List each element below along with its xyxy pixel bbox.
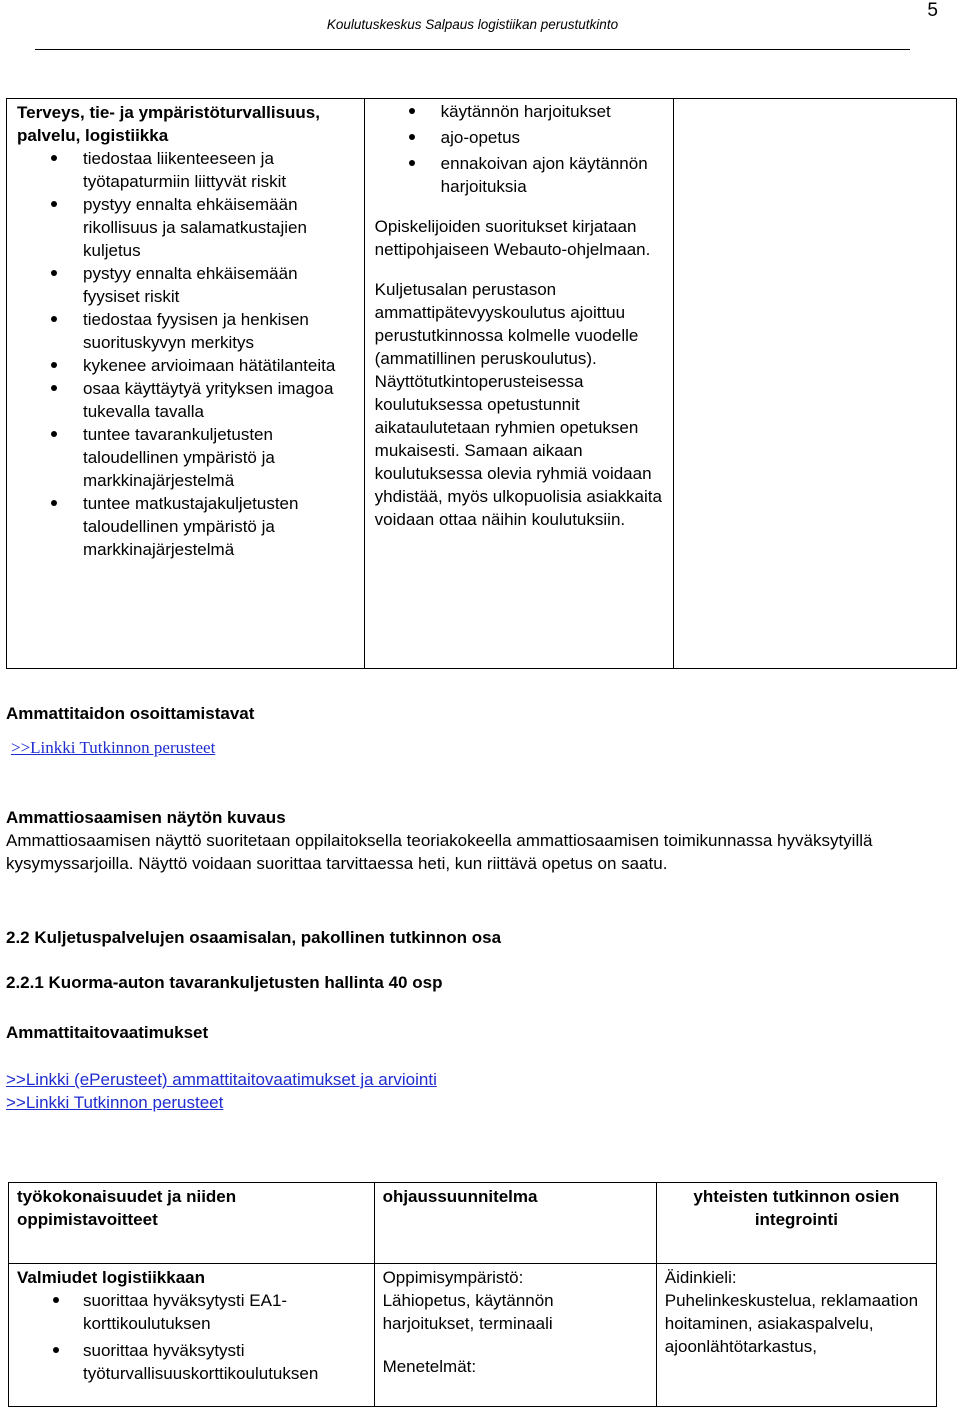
list-item: osaa käyttäytyä yrityksen imagoa tukevalla tavalla xyxy=(17,377,356,423)
column-header: yhteisten tutkinnon osien integrointi xyxy=(656,1183,936,1264)
label: Äidinkieli: xyxy=(664,1268,737,1287)
list-item: suorittaa hyväksytysti EA1-korttikoulutuksen xyxy=(17,1289,366,1335)
column-header: työkokonaisuudet ja niiden oppimistavoitteet xyxy=(9,1183,375,1264)
paragraph: Opiskelijoiden suoritukset kirjataan nettipohjaiseen Webauto-ohjelmaan. xyxy=(374,217,651,259)
text: Lähiopetus, käytännön harjoitukset, terminaali xyxy=(382,1291,554,1333)
list-item: käytännön harjoitukset xyxy=(375,100,666,123)
objectives-cell xyxy=(9,1264,375,1407)
text: Puhelinkeskustelua, reklamaation hoitaminen, asiakaspalvelu, ajoonlähtötarkastus, xyxy=(664,1291,919,1356)
list-item: tuntee tavarankuljetusten taloudellinen ympäristö ja markkinajärjestelmä xyxy=(17,423,356,492)
section-heading: Ammattitaitovaatimukset xyxy=(6,1023,209,1042)
column-header: ohjaussuunnitelma xyxy=(374,1183,656,1264)
label: Oppimisympäristö: xyxy=(382,1268,524,1287)
list-item: pystyy ennalta ehkäisemään fyysiset riskit xyxy=(17,262,356,308)
guidance-cell xyxy=(374,1264,656,1407)
list-item: ennakoivan ajon käytännön harjoituksia xyxy=(375,152,666,198)
learning-table xyxy=(6,98,957,669)
section-heading: 2.2.1 Kuorma-auton tavarankuljetusten hallinta 40 osp xyxy=(6,973,443,992)
list-item: kykenee arvioimaan hätätilanteita xyxy=(17,354,356,377)
list-item: pystyy ennalta ehkäisemään rikollisuus ja salamatkustajien kuljetus xyxy=(17,193,356,262)
objectives-list xyxy=(17,147,356,561)
link-eperusteet[interactable]: >>Linkki (ePerusteet) ammattitaitovaatimukset ja arviointi xyxy=(6,1070,437,1089)
list-item: ajo-opetus xyxy=(375,126,666,149)
objectives-list xyxy=(17,1289,366,1385)
list-item: tuntee matkustajakuljetusten taloudellinen ympäristö ja markkinajärjestelmä xyxy=(17,492,356,561)
integration-cell xyxy=(656,1264,936,1407)
methods-list xyxy=(375,100,666,198)
label: Menetelmät: xyxy=(382,1357,477,1376)
paragraph: Ammattiosaamisen näyttö suoritetaan oppilaitoksella teoriakokeella ammattiosaamisen toimikunnassa hyväksytyillä kysymyssarjoilla. Näyttö voidaan suorittaa tarvittaessa heti, kun riittävä opetus on saatu. xyxy=(6,831,873,873)
row-title: Valmiudet logistiikkaan xyxy=(17,1268,206,1287)
work-table xyxy=(8,1182,937,1407)
link-tutkinnon-perusteet[interactable]: >>Linkki Tutkinnon perusteet xyxy=(6,1093,224,1112)
list-item: tiedostaa liikenteeseen ja työtapaturmiin liittyvät riskit xyxy=(17,147,356,193)
page-header: Koulutuskeskus Salpaus logistiikan perustutkinto xyxy=(326,17,619,32)
list-item: tiedostaa fyysisen ja henkisen suorituskyvyn merkitys xyxy=(17,308,356,354)
section-heading: Ammattitaidon osoittamistavat xyxy=(6,704,255,723)
list-item: suorittaa hyväksytysti työturvallisuuskorttikoulutuksen xyxy=(17,1339,366,1385)
header-rule xyxy=(35,49,910,50)
section-heading: Ammattiosaamisen näytön kuvaus xyxy=(6,808,286,827)
guidance-plan-cell xyxy=(364,99,674,669)
link-tutkinnon-perusteet[interactable]: >>Linkki Tutkinnon perusteet xyxy=(11,738,216,757)
paragraph: Kuljetusalan perustason ammattipätevyyskoulutus ajoittuu perustutkinnossa kolmelle vuodelle (ammatillinen peruskoulutus). Näyttötutkintoperusteisessa koulutuksessa opetustunnit aikataulutetaan ryhmien opetuksen mukaisesti. Samaan aikaan koulutuksessa olevia ryhmiä voidaan yhdistää, myös ulkopuolisia asiakkaita voidaan ottaa näihin koulutuksiin. xyxy=(374,280,662,529)
section-title: Terveys, tie- ja ympäristöturvallisuus, palvelu, logistiikka xyxy=(17,103,320,145)
page-number: 5 xyxy=(927,0,938,21)
integration-cell xyxy=(674,99,957,669)
learning-objectives-cell xyxy=(7,99,365,669)
section-heading: 2.2 Kuljetuspalvelujen osaamisalan, pakollinen tutkinnon osa xyxy=(6,928,502,947)
